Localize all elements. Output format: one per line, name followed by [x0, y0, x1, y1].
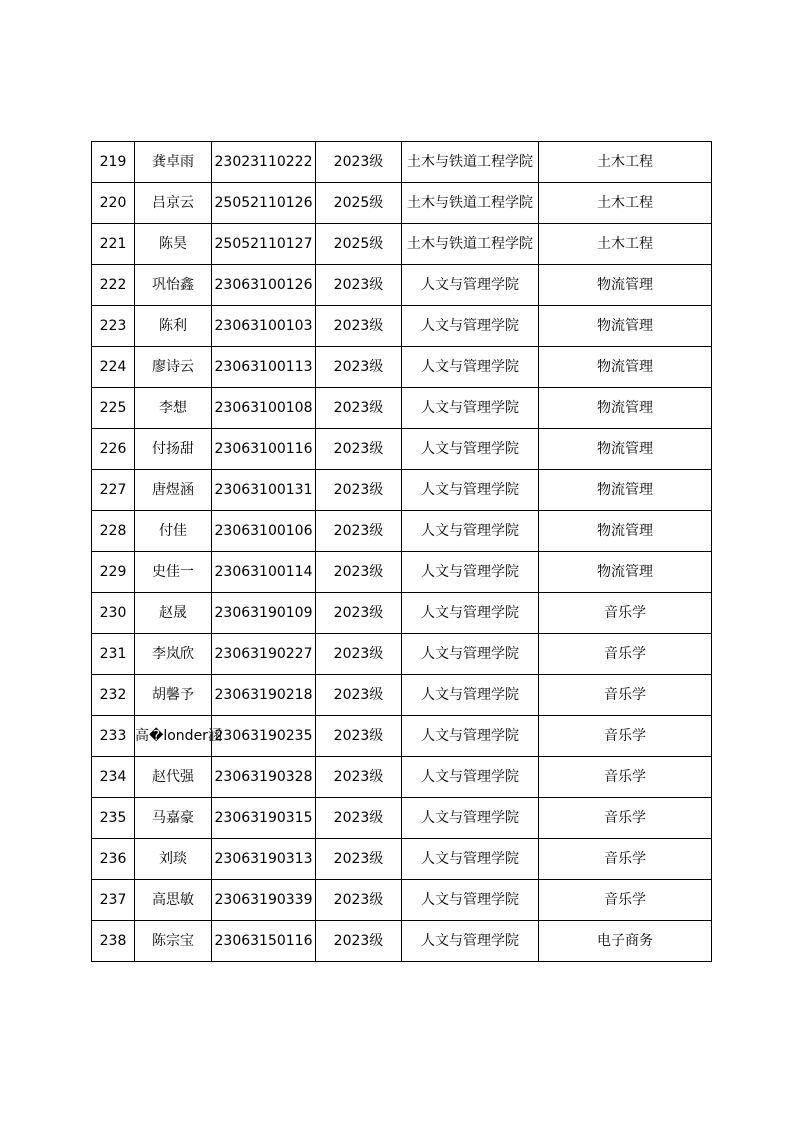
major-cell: 电子商务 — [539, 921, 712, 962]
college-cell: 土木与铁道工程学院 — [402, 142, 539, 183]
row-number-cell: 219 — [92, 142, 135, 183]
grade-cell: 2023级 — [316, 552, 402, 593]
student-name-cell: 付扬甜 — [135, 429, 212, 470]
grade-cell: 2023级 — [316, 757, 402, 798]
student-name-cell: 胡馨予 — [135, 675, 212, 716]
college-cell: 人文与管理学院 — [402, 921, 539, 962]
student-id-cell: 23063100108 — [212, 388, 316, 429]
major-cell: 物流管理 — [539, 470, 712, 511]
table-row — [92, 921, 712, 962]
student-id-cell: 23063190339 — [212, 880, 316, 921]
row-number-cell: 230 — [92, 593, 135, 634]
roster-table-body — [92, 142, 712, 962]
table-row — [92, 183, 712, 224]
table-row — [92, 634, 712, 675]
college-cell: 人文与管理学院 — [402, 265, 539, 306]
major-cell: 土木工程 — [539, 224, 712, 265]
student-id-cell: 23063190109 — [212, 593, 316, 634]
student-name-cell: 付佳 — [135, 511, 212, 552]
college-cell: 土木与铁道工程学院 — [402, 183, 539, 224]
table-row — [92, 593, 712, 634]
student-id-cell: 23063100114 — [212, 552, 316, 593]
student-name-cell: 唐煜涵 — [135, 470, 212, 511]
grade-cell: 2023级 — [316, 921, 402, 962]
grade-cell: 2023级 — [316, 880, 402, 921]
grade-cell: 2023级 — [316, 429, 402, 470]
major-cell: 音乐学 — [539, 880, 712, 921]
table-row — [92, 716, 712, 757]
student-roster-table — [91, 141, 712, 962]
row-number-cell: 223 — [92, 306, 135, 347]
table-row — [92, 388, 712, 429]
row-number-cell: 237 — [92, 880, 135, 921]
row-number-cell: 228 — [92, 511, 135, 552]
table-row — [92, 265, 712, 306]
table-row — [92, 142, 712, 183]
college-cell: 人文与管理学院 — [402, 470, 539, 511]
student-name-cell: 陈昊 — [135, 224, 212, 265]
grade-cell: 2023级 — [316, 347, 402, 388]
college-cell: 人文与管理学院 — [402, 593, 539, 634]
college-cell: 人文与管理学院 — [402, 716, 539, 757]
student-name-cell: 马嘉豪 — [135, 798, 212, 839]
student-id-cell: 23063190313 — [212, 839, 316, 880]
college-cell: 人文与管理学院 — [402, 757, 539, 798]
student-id-cell: 23023110222 — [212, 142, 316, 183]
row-number-cell: 231 — [92, 634, 135, 675]
grade-cell: 2023级 — [316, 470, 402, 511]
major-cell: 音乐学 — [539, 634, 712, 675]
row-number-cell: 235 — [92, 798, 135, 839]
row-number-cell: 222 — [92, 265, 135, 306]
college-cell: 人文与管理学院 — [402, 306, 539, 347]
student-name-cell: 巩怡鑫 — [135, 265, 212, 306]
table-row — [92, 347, 712, 388]
student-name-cell: 吕京云 — [135, 183, 212, 224]
student-name-cell: 李想 — [135, 388, 212, 429]
row-number-cell: 224 — [92, 347, 135, 388]
table-row — [92, 675, 712, 716]
student-id-cell: 25052110127 — [212, 224, 316, 265]
major-cell: 音乐学 — [539, 593, 712, 634]
grade-cell: 2023级 — [316, 593, 402, 634]
major-cell: 物流管理 — [539, 511, 712, 552]
student-id-cell: 23063100103 — [212, 306, 316, 347]
major-cell: 音乐学 — [539, 675, 712, 716]
college-cell: 人文与管理学院 — [402, 552, 539, 593]
grade-cell: 2023级 — [316, 675, 402, 716]
row-number-cell: 238 — [92, 921, 135, 962]
student-name-cell: 赵代强 — [135, 757, 212, 798]
grade-cell: 2023级 — [316, 798, 402, 839]
table-row — [92, 880, 712, 921]
grade-cell: 2023级 — [316, 388, 402, 429]
student-id-cell: 23063100106 — [212, 511, 316, 552]
table-row — [92, 839, 712, 880]
major-cell: 物流管理 — [539, 388, 712, 429]
grade-cell: 2023级 — [316, 634, 402, 675]
table-row — [92, 757, 712, 798]
row-number-cell: 225 — [92, 388, 135, 429]
major-cell: 物流管理 — [539, 429, 712, 470]
student-name-cell: 陈利 — [135, 306, 212, 347]
college-cell: 人文与管理学院 — [402, 839, 539, 880]
row-number-cell: 227 — [92, 470, 135, 511]
student-id-cell: 23063190328 — [212, 757, 316, 798]
major-cell: 物流管理 — [539, 552, 712, 593]
student-name-cell: 廖诗云 — [135, 347, 212, 388]
student-id-cell: 23063190315 — [212, 798, 316, 839]
major-cell: 物流管理 — [539, 265, 712, 306]
student-name-cell: 高思敏 — [135, 880, 212, 921]
row-number-cell: 234 — [92, 757, 135, 798]
grade-cell: 2023级 — [316, 839, 402, 880]
row-number-cell: 220 — [92, 183, 135, 224]
row-number-cell: 232 — [92, 675, 135, 716]
table-row — [92, 429, 712, 470]
student-name-cell: 刘琰 — [135, 839, 212, 880]
student-id-cell: 23063100116 — [212, 429, 316, 470]
college-cell: 人文与管理学院 — [402, 388, 539, 429]
table-row — [92, 511, 712, 552]
student-name-cell: 赵晟 — [135, 593, 212, 634]
student-id-cell: 23063190235 — [212, 716, 316, 757]
major-cell: 土木工程 — [539, 183, 712, 224]
grade-cell: 2023级 — [316, 265, 402, 306]
major-cell: 音乐学 — [539, 798, 712, 839]
major-cell: 物流管理 — [539, 347, 712, 388]
major-cell: 音乐学 — [539, 757, 712, 798]
student-name-cell: 高�londer涵 — [135, 716, 212, 757]
grade-cell: 2025级 — [316, 224, 402, 265]
college-cell: 土木与铁道工程学院 — [402, 224, 539, 265]
student-name-cell: 龚卓雨 — [135, 142, 212, 183]
grade-cell: 2023级 — [316, 306, 402, 347]
student-name-cell: 史佳一 — [135, 552, 212, 593]
table-row — [92, 552, 712, 593]
college-cell: 人文与管理学院 — [402, 347, 539, 388]
college-cell: 人文与管理学院 — [402, 798, 539, 839]
college-cell: 人文与管理学院 — [402, 511, 539, 552]
major-cell: 土木工程 — [539, 142, 712, 183]
student-id-cell: 23063150116 — [212, 921, 316, 962]
table-row — [92, 798, 712, 839]
student-name-cell: 陈宗宝 — [135, 921, 212, 962]
student-id-cell: 23063100126 — [212, 265, 316, 306]
student-id-cell: 23063190227 — [212, 634, 316, 675]
major-cell: 音乐学 — [539, 716, 712, 757]
row-number-cell: 236 — [92, 839, 135, 880]
major-cell: 物流管理 — [539, 306, 712, 347]
student-id-cell: 25052110126 — [212, 183, 316, 224]
row-number-cell: 233 — [92, 716, 135, 757]
grade-cell: 2025级 — [316, 183, 402, 224]
row-number-cell: 226 — [92, 429, 135, 470]
college-cell: 人文与管理学院 — [402, 429, 539, 470]
grade-cell: 2023级 — [316, 142, 402, 183]
grade-cell: 2023级 — [316, 716, 402, 757]
row-number-cell: 229 — [92, 552, 135, 593]
student-id-cell: 23063100131 — [212, 470, 316, 511]
table-row — [92, 470, 712, 511]
table-row — [92, 224, 712, 265]
college-cell: 人文与管理学院 — [402, 634, 539, 675]
major-cell: 音乐学 — [539, 839, 712, 880]
student-id-cell: 23063100113 — [212, 347, 316, 388]
table-row — [92, 306, 712, 347]
grade-cell: 2023级 — [316, 511, 402, 552]
college-cell: 人文与管理学院 — [402, 675, 539, 716]
student-name-cell: 李岚欣 — [135, 634, 212, 675]
college-cell: 人文与管理学院 — [402, 880, 539, 921]
student-id-cell: 23063190218 — [212, 675, 316, 716]
row-number-cell: 221 — [92, 224, 135, 265]
